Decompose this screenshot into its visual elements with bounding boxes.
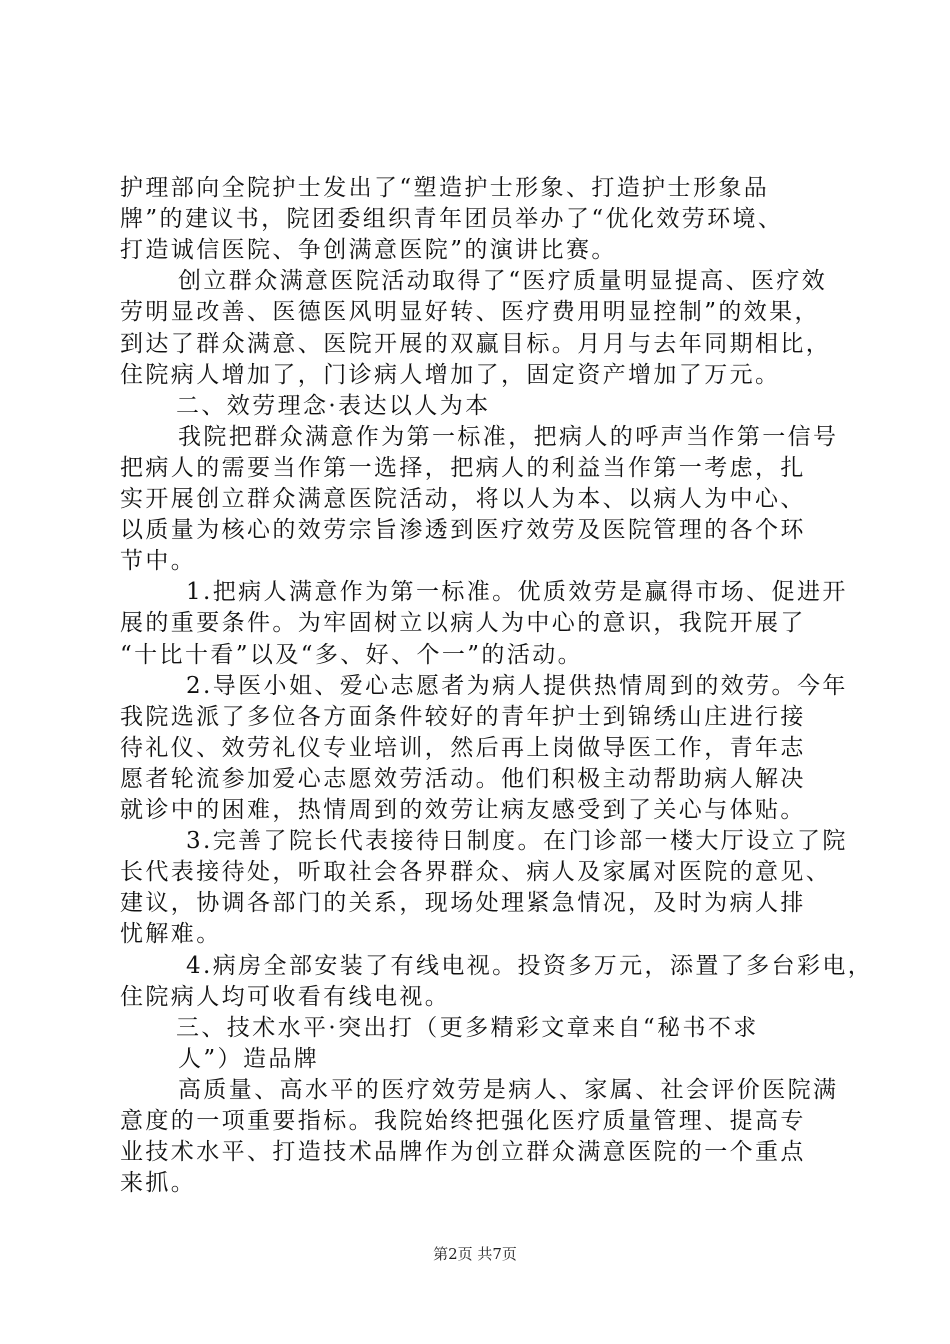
text-line: 牌”的建议书，院团委组织青年团员举办了“优化效劳环境、 xyxy=(120,206,784,233)
text-line: 以质量为核心的效劳宗旨渗透到医疗效劳及医院管理的各个环 xyxy=(120,517,806,544)
text-line: 把病人的需要当作第一选择，把病人的利益当作第一考虑，扎 xyxy=(120,454,806,481)
text-line: 意度的一项重要指标。我院始终把强化医疗质量管理、提高专 xyxy=(120,1108,806,1134)
text-line: 住院病人增加了，门诊病人增加了，固定资产增加了万元。 xyxy=(120,361,781,388)
section-heading: 二、效劳理念·表达以人为本 xyxy=(176,392,491,419)
text-line: 打造诚信医院、争创满意医院”的演讲比赛。 xyxy=(120,237,617,264)
text-line: 2.导医小姐、爱心志愿者为病人提供热情周到的效劳。今年 xyxy=(186,672,848,699)
text-line: 就诊中的困难，热情周到的效劳让病友感受到了关心与体贴。 xyxy=(120,797,806,823)
text-line: 实开展创立群众满意医院活动，将以人为本、以病人为中心、 xyxy=(120,486,806,512)
text-line: 护理部向全院护士发出了“塑造护士形象、打造护士形象品 xyxy=(120,175,770,201)
text-line: “十比十看”以及“多、好、个一”的活动。 xyxy=(120,641,584,668)
text-line: 长代表接待处，听取社会各界群众、病人及家属对医院的意见、 xyxy=(120,859,832,886)
text-line: 业技术水平、打造技术品牌作为创立群众满意医院的一个重点 xyxy=(120,1139,806,1166)
text-line: 劳明显改善、医德医风明显好转、医疗费用明显控制”的效果， xyxy=(120,299,820,326)
text-line: 到达了群众满意、医院开展的双赢目标。月月与去年同期相比， xyxy=(120,330,832,357)
text-line: 我院选派了多位各方面条件较好的青年护士到锦绣山庄进行接 xyxy=(120,703,806,730)
text-line: 忧解难。 xyxy=(120,921,222,948)
text-line: 1.把病人满意作为第一标准。优质效劳是赢得市场、促进开 xyxy=(186,579,848,606)
text-line: 愿者轮流参加爱心志愿效劳活动。他们积极主动帮助病人解决 xyxy=(120,765,806,792)
text-line: 展的重要条件。为牢固树立以病人为中心的意识，我院开展了 xyxy=(120,610,806,637)
text-line: 我院把群众满意作为第一标准，把病人的呼声当作第一信号 xyxy=(178,423,839,450)
text-line: 4.病房全部安装了有线电视。投资多万元，添置了多台彩电， xyxy=(186,952,874,979)
text-line: 住院病人均可收看有线电视。 xyxy=(120,983,451,1010)
text-line: 3.完善了院长代表接待日制度。在门诊部一楼大厅设立了院 xyxy=(186,828,848,855)
text-line: 高质量、高水平的医疗效劳是病人、家属、社会评价医院满 xyxy=(178,1076,839,1103)
page-footer: 第2页 共7页 xyxy=(433,1245,517,1263)
text-line: 创立群众满意医院活动取得了“医疗质量明显提高、医疗效 xyxy=(178,268,828,295)
text-line: 节中。 xyxy=(120,548,197,575)
text-line: 建议，协调各部门的关系，现场处理紧急情况，及时为病人排 xyxy=(120,890,806,917)
section-heading: 三、技术水平·突出打（更多精彩文章来自“秘书不求 xyxy=(176,1014,759,1041)
text-line: 待礼仪、效劳礼仪专业培训，然后再上岗做导医工作，青年志 xyxy=(120,734,806,761)
text-line: 来抓。 xyxy=(120,1170,197,1197)
section-heading: 人”）造品牌 xyxy=(178,1045,320,1072)
